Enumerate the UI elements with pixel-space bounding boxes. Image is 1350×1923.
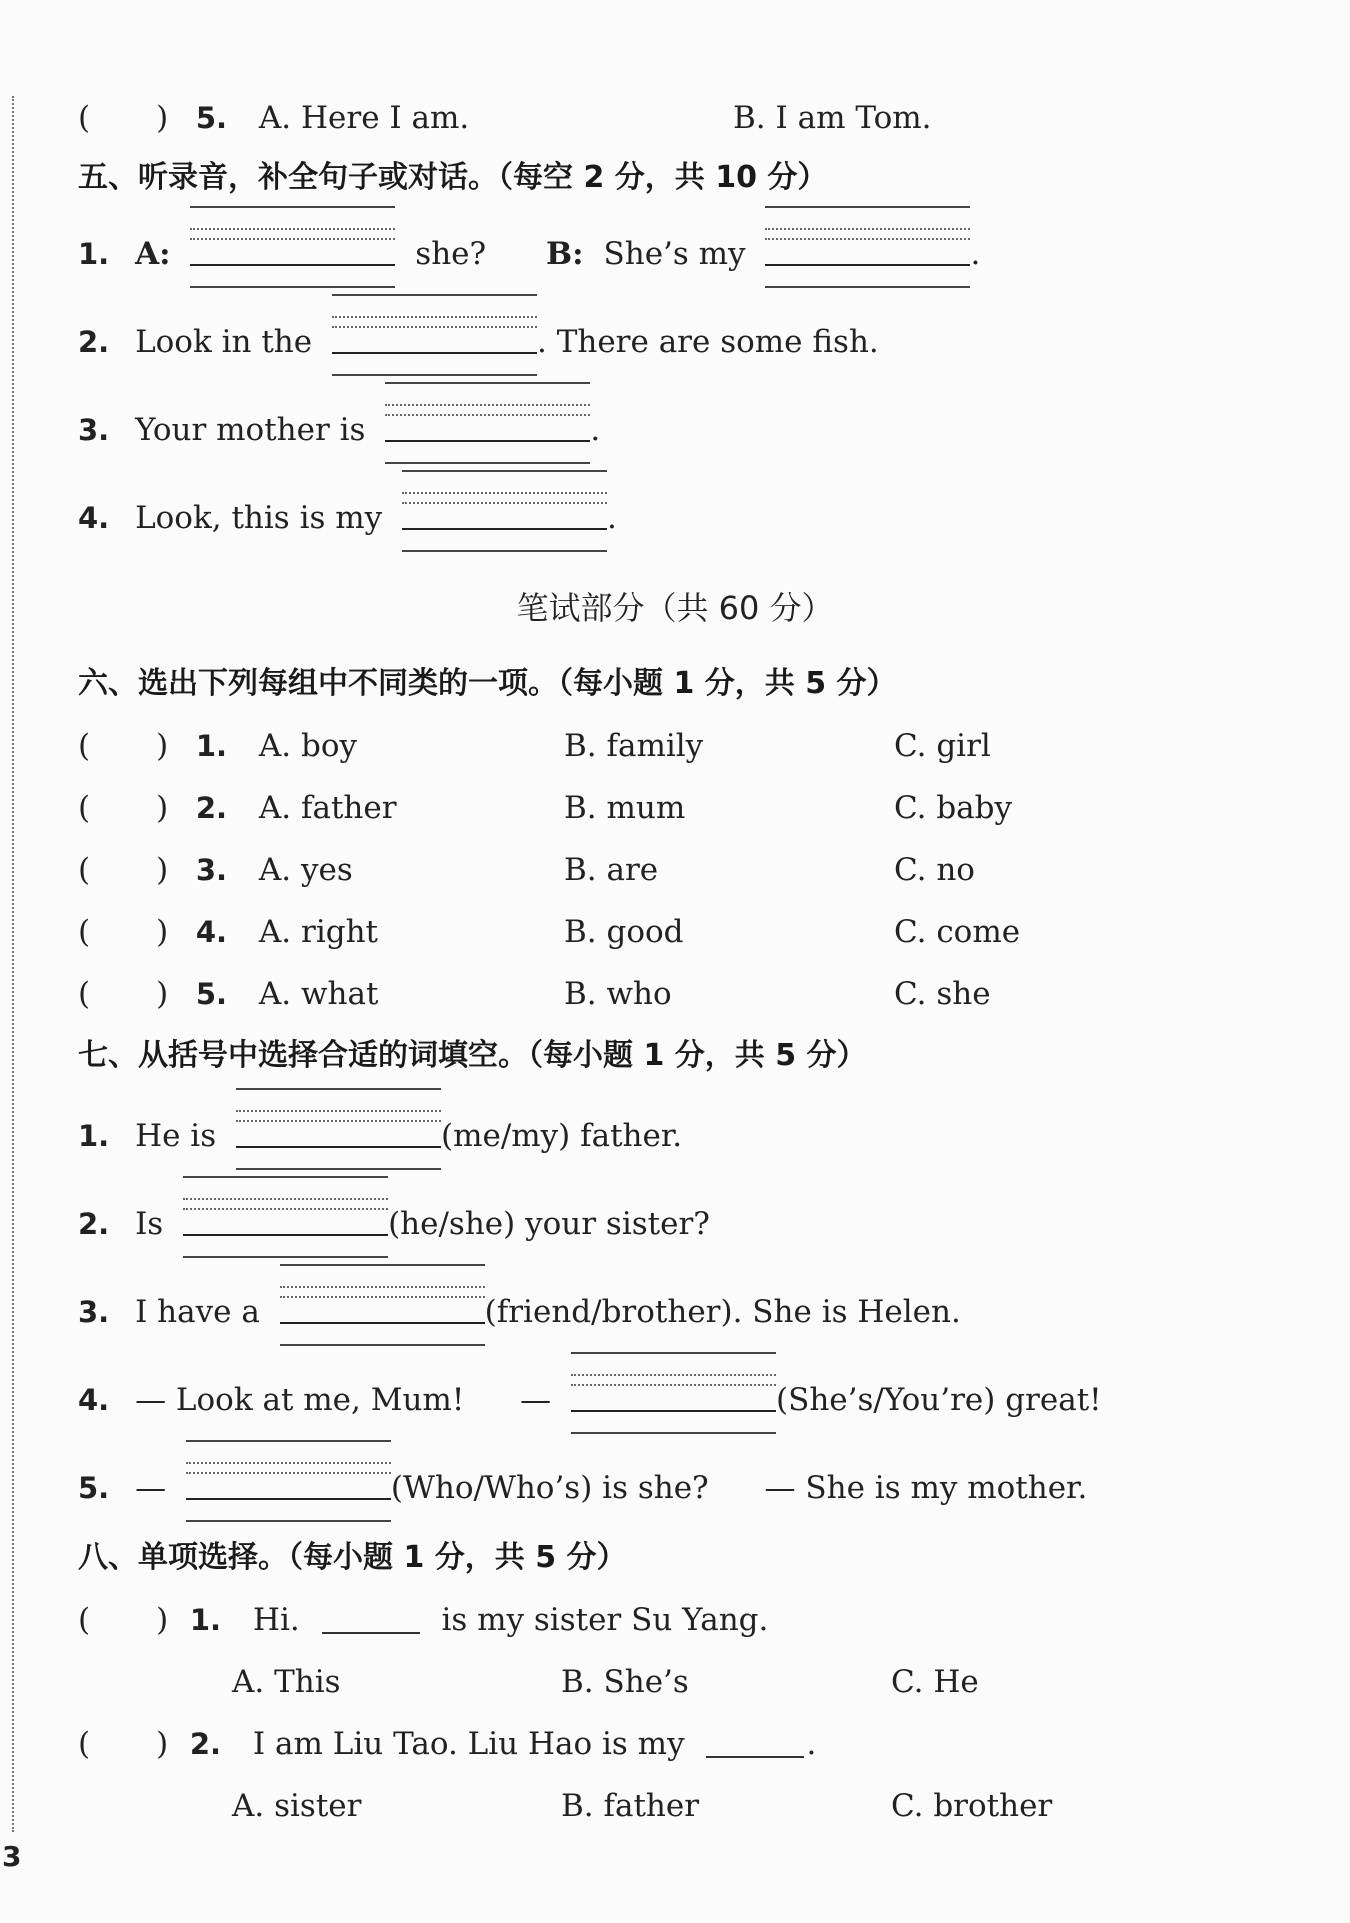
item-number: 2. (189, 1727, 222, 1761)
writing-blank[interactable] (186, 1468, 391, 1508)
option-c: C. brother (891, 1788, 1053, 1824)
sec5-item-1 (78, 234, 980, 274)
writing-blank[interactable] (332, 322, 537, 362)
item-number: 4. (78, 501, 110, 535)
item-text: — (135, 1470, 167, 1506)
binding-margin-line (12, 96, 14, 1832)
item-number: 2. (78, 1207, 110, 1241)
item-text: He is (135, 1118, 217, 1154)
sec6-item-5 (78, 974, 991, 1014)
sec5-item-2 (78, 322, 879, 362)
speaker-a-label: A: (135, 236, 171, 272)
item-number: 1. (78, 1119, 110, 1153)
option-a: A. boy (258, 728, 358, 764)
option-b: B. I am Tom. (733, 100, 932, 136)
item-text: (She’s/You’re) great! (776, 1382, 1102, 1418)
answer-bracket[interactable]: ( ) (78, 914, 169, 950)
written-part-heading: 笔试部分（共 60 分） (516, 589, 834, 627)
option-a: A. father (258, 790, 397, 826)
option-a: A. sister (232, 1788, 362, 1824)
sec6-item-2 (78, 788, 1013, 828)
item-text: Your mother is (135, 412, 366, 448)
answer-underline[interactable] (322, 1600, 420, 1634)
item-text: — Look at me, Mum! (135, 1382, 465, 1418)
item-number: 2. (78, 325, 110, 359)
option-c: C. He (891, 1664, 979, 1700)
item-number: 1. (189, 1603, 222, 1637)
item-text: Is (135, 1206, 164, 1242)
option-c: C. come (894, 914, 1021, 950)
writing-blank[interactable] (402, 498, 607, 538)
answer-bracket[interactable]: ( ) (78, 976, 169, 1012)
speaker-b-label: B: (545, 236, 584, 272)
listening-item-5 (78, 98, 932, 138)
item-text: . There are some fish. (536, 324, 879, 360)
item-number: 1. (195, 729, 228, 763)
section-7-title: 七、从括号中选择合适的词填空。（每小题 1 分，共 5 分） (78, 1038, 867, 1073)
writing-blank[interactable] (236, 1116, 441, 1156)
option-a: A. what (258, 976, 379, 1012)
writing-blank[interactable] (765, 234, 970, 274)
item-text: — (520, 1382, 552, 1418)
item-text: . (806, 1726, 817, 1762)
item-number: 3. (78, 1295, 110, 1329)
sec7-item-5 (78, 1468, 1087, 1508)
option-c: C. she (894, 976, 991, 1012)
item-number: 3. (195, 853, 228, 887)
writing-blank[interactable] (385, 410, 590, 450)
item-text: (friend/brother). She is Helen. (484, 1294, 961, 1330)
sec8-item-2 (78, 1724, 816, 1764)
item-text: I am Liu Tao. Liu Hao is my (252, 1726, 685, 1762)
option-c: C. baby (894, 790, 1013, 826)
option-b: B. She’s (561, 1664, 689, 1700)
sec6-item-4 (78, 912, 1021, 952)
answer-bracket[interactable]: ( ) (78, 100, 169, 136)
sec6-item-1 (78, 726, 991, 766)
option-a: A. yes (258, 852, 353, 888)
option-b: B. are (564, 852, 659, 888)
answer-bracket[interactable]: ( ) (78, 852, 169, 888)
item-text: I have a (135, 1294, 260, 1330)
option-b: B. who (564, 976, 672, 1012)
sec7-item-2 (78, 1204, 710, 1244)
sec7-item-3 (78, 1292, 961, 1332)
answer-bracket[interactable]: ( ) (78, 790, 169, 826)
answer-bracket[interactable]: ( ) (78, 728, 169, 764)
option-a: A. right (258, 914, 379, 950)
item-text: She’s my (603, 236, 746, 272)
option-a: A. This (232, 1664, 341, 1700)
item-text: . (607, 500, 617, 536)
sec7-item-4 (78, 1380, 1102, 1420)
item-text: (he/she) your sister? (388, 1206, 710, 1242)
item-number: 5. (195, 101, 228, 135)
answer-bracket[interactable]: ( ) (78, 1602, 169, 1638)
answer-bracket[interactable]: ( ) (78, 1726, 169, 1762)
option-a: A. Here I am. (258, 100, 470, 136)
sec8-item-1 (78, 1600, 768, 1640)
item-text: (me/my) father. (440, 1118, 683, 1154)
item-number: 3. (78, 413, 110, 447)
item-number: 4. (195, 915, 228, 949)
item-number: 1. (78, 237, 110, 271)
item-text: Look, this is my (135, 500, 383, 536)
item-text: Look in the (135, 324, 313, 360)
section-5-title: 五、听录音，补全句子或对话。（每空 2 分，共 10 分） (78, 160, 828, 195)
section-8-title: 八、单项选择。（每小题 1 分，共 5 分） (78, 1540, 627, 1575)
writing-blank[interactable] (183, 1204, 388, 1244)
page-number: 3 (2, 1840, 22, 1873)
item-text: . (590, 412, 601, 448)
item-number: 5. (78, 1471, 110, 1505)
writing-blank[interactable] (280, 1292, 485, 1332)
sec7-item-1 (78, 1116, 682, 1156)
writing-blank[interactable] (571, 1380, 776, 1420)
option-b: B. good (564, 914, 684, 950)
item-text: . (970, 236, 981, 272)
option-c: C. no (894, 852, 975, 888)
item-text: is my sister Su Yang. (441, 1602, 769, 1638)
answer-underline[interactable] (706, 1724, 804, 1758)
option-b: B. family (564, 728, 704, 764)
sec5-item-4 (78, 498, 617, 538)
writing-blank[interactable] (190, 234, 395, 274)
item-number: 4. (78, 1383, 110, 1417)
sec6-item-3 (78, 850, 975, 890)
option-b: B. mum (564, 790, 686, 826)
section-6-title: 六、选出下列每组中不同类的一项。（每小题 1 分，共 5 分） (78, 666, 897, 701)
sec5-item-3 (78, 410, 600, 450)
item-text: (Who/Who’s) is she? (390, 1470, 709, 1506)
item-number: 2. (195, 791, 228, 825)
item-text: Hi. (252, 1602, 300, 1638)
option-b: B. father (561, 1788, 700, 1824)
item-text: she? (415, 236, 487, 272)
option-c: C. girl (894, 728, 991, 764)
item-number: 5. (195, 977, 228, 1011)
item-text: — She is my mother. (764, 1470, 1088, 1506)
